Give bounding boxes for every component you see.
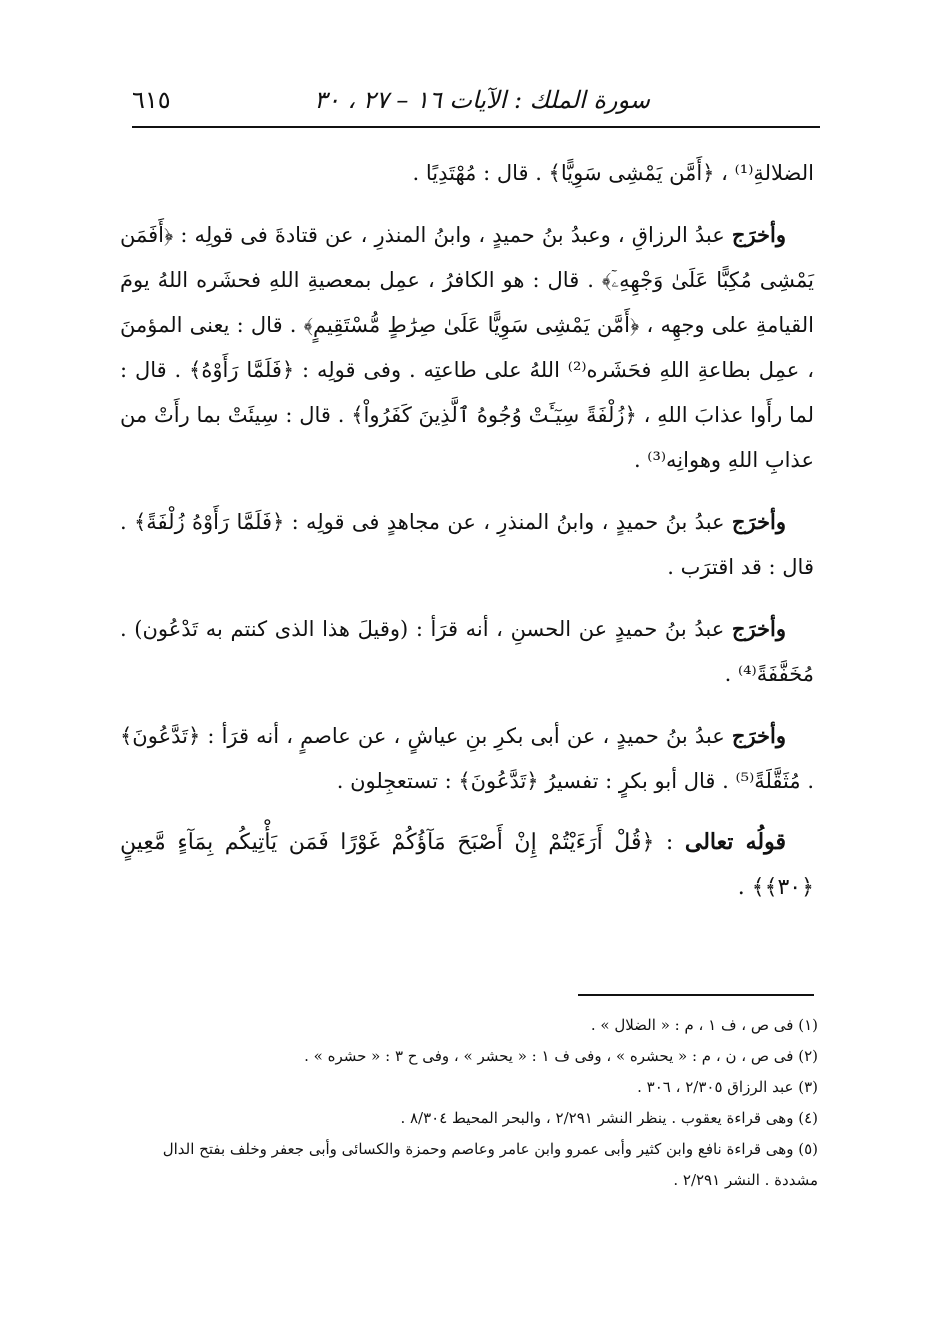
footnote-3: (٣) عبد الرزاق ٢/٣٠٥ ، ٣٠٦ . (637, 1078, 818, 1096)
paragraph-1 (120, 150, 814, 196)
paragraph-2 (120, 212, 814, 483)
paragraph-3 (120, 499, 814, 590)
footnote-5: (٥) وهى قراءة نافع وابن كثير وأبى عمرو وابن عامر وعاصم وحمزة والكسائى وأبى جعفر وخلف بفتح الدال مشددة . النشر ٢/٢٩١ . (162, 1140, 818, 1189)
paragraph-lead: وأخرَج (731, 616, 786, 641)
running-title: سورة الملك : الآيات ١٦ – ٢٧ ، ٣٠ (314, 86, 650, 114)
footnotes (120, 1010, 818, 1196)
paragraph-text: الضلالةِ⁽¹⁾ ، ﴿أَمَّن يَمْشِى سَوِيًّا﴾ . قال : مُهْتَدِيًا . (412, 161, 814, 185)
header-rule (132, 126, 820, 128)
footnote-4: (٤) وهى قراءة يعقوب . ينظر النشر ٢/٢٩١ ، والبحر المحيط ٨/٣٠٤ . (400, 1109, 818, 1127)
paragraph-5 (120, 713, 814, 804)
paragraph-text: عبدُ بنُ حميدٍ عن الحسنِ ، أنه قرَأ : (وقيلَ هذا الذى كنتم به تَدْعُون) . مُخَفَّفَةً⁽⁴⁾ . (120, 617, 814, 686)
paragraph-lead: قولُه تعالى (684, 829, 786, 855)
main-text (120, 150, 814, 926)
paragraph-4 (120, 606, 814, 697)
paragraph-text: : ﴿قُلْ أَرَءَيْتُمْ إِنْ أَصْبَحَ مَآؤُكُمْ غَوْرًا فَمَن يَأْتِيكُم بِمَآءٍ مَّعِينٍ ﴿٣٠﴾﴾ . (120, 830, 814, 900)
paragraph-lead: وأخرَج (731, 723, 786, 748)
paragraph-text: عبدُ بنُ حميدٍ ، عن أبى بكرِ بنِ عياشٍ ، عن عاصمٍ ، أنه قرَأ : ﴿تَدَّعُونَ﴾ . مُثَقَّلَةً⁽⁵⁾ . قال أبو بكرٍ : تفسيرُ ﴿تَدَّعُونَ﴾ : تستعجِلون . (120, 724, 814, 793)
page-number: ٦١٥ (132, 86, 171, 114)
paragraph-verse-30 (120, 820, 814, 910)
footnote-rule (578, 994, 814, 996)
page-header (132, 84, 820, 124)
footnote-2: (٢) فى ص ، ن ، م : « يحشره » ، وفى ف ١ : « يحشر » ، وفى ح ٣ : « حشره » . (304, 1047, 818, 1065)
footnote-1: (١) فى ص ، ف ١ ، م : « الضلال » . (590, 1016, 818, 1034)
paragraph-text: عبدُ الرزاقِ ، وعبدُ بنُ حميدٍ ، وابنُ المنذرِ ، عن قتادةَ فى قولِه : ﴿أَفَمَن يَمْشِى مُكِبًّا عَلَىٰ وَجْهِهِۦٓ﴾ . قال : هو الكافرُ ، عمِل بمعصيةِ اللهِ فحشَره اللهُ يومَ القيامةِ على وجهِه ، ﴿أَمَّن يَمْشِى سَوِيًّا عَلَىٰ صِرَٰطٍ مُّسْتَقِيمٍ﴾ . قال : يعنى المؤمنَ ، عمِل بطاعةِ اللهِ فحَشَره⁽²⁾ اللهُ على طاعتِه . وفى قولِه : ﴿فَلَمَّا رَأَوْهُ﴾ . قال : لما رأَوا عذابَ اللهِ ، ﴿زُلْفَةً سِيٓـَٔتْ وُجُوهُ ٱلَّذِينَ كَفَرُواْ﴾ . قال : سِيئَتْ بما رأَتْ من عذابِ اللهِ وهوانِه⁽³⁾ . (120, 223, 814, 472)
paragraph-lead: وأخرَج (731, 509, 786, 534)
paragraph-text: عبدُ بنُ حميدٍ ، وابنُ المنذرِ ، عن مجاهدٍ فى قولِه : ﴿فَلَمَّا رَأَوْهُ زُلْفَةً﴾ . قال : قد اقترَب . (120, 510, 814, 579)
paragraph-lead: وأخرَج (731, 222, 786, 247)
